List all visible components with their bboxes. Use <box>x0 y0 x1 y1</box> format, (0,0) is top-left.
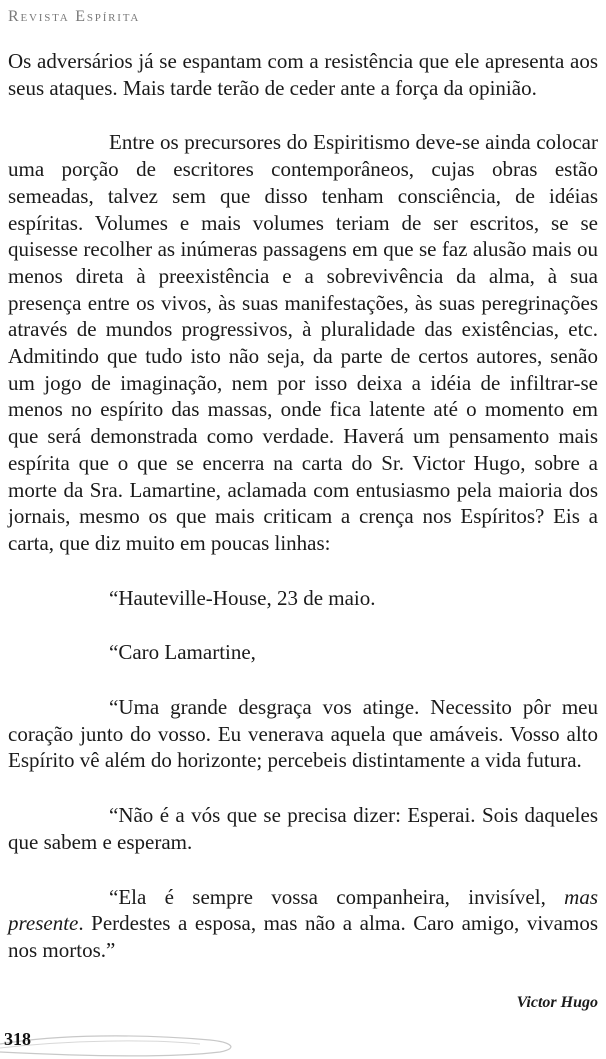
letter-paragraph-3 <box>8 884 598 964</box>
paragraph-2: Entre os precursores do Espiritismo deve-se ainda colocar uma porção de escritores contemporâneos, cujas obras estão semeadas, talvez sem que disso tenham consciência, de idéias espíritas. Volumes e mais volumes teriam de ser escritos, se se quisesse recolher as inúmeras passagens em que se faz alusão mais ou menos direta à preexistência e a sobrevivência da alma, à sua presença entre os vivos, às suas manifestações, às suas peregrinações através de mundos progressivos, à pluralidade das existências, etc. Admitindo que tudo isto não seja, da parte de certos autores, senão um jogo de imaginação, nem por isso deixa a idéia de infiltrar-se menos no espírito das massas, onde fica latente até o momento em que será demonstrada como verdade. Haverá um pensamento mais espírita que o que se encerra na carta do Sr. Victor Hugo, sobre a morte da Sra. Lamartine, aclamada com entusiasmo pela maioria dos jornais, mesmo os que mais criticam a crença nos Espíritos? Eis a carta, que diz muito em poucas linhas: <box>8 130 598 555</box>
letter-paragraph-1: “Uma grande desgraça vos atinge. Necessito pôr meu coração junto do vosso. Eu venerava aquela que amáveis. Vosso alto Espírito vê além do horizonte; percebeis distintamente a vida futura. <box>8 695 598 773</box>
running-header: Revista Espírita <box>8 8 141 25</box>
signature: Victor Hugo <box>516 994 598 1011</box>
paragraph-1: Os adversários já se espantam com a resistência que ele apresenta aos seus ataques. Mais tarde terão de ceder ante a força da opinião. <box>8 49 598 100</box>
letter-paragraph-2: “Não é a vós que se precisa dizer: Esperai. Sois daqueles que sabem e esperam. <box>8 803 598 854</box>
letter-salutation: “Caro Lamartine, <box>109 640 256 665</box>
letter-dateline: “Hauteville-House, 23 de maio. <box>109 585 376 610</box>
letter-p3-end: . Perdestes a esposa, mas não a alma. Caro amigo, vivamos nos mortos.” <box>8 911 598 962</box>
page-number: 318 <box>4 1029 31 1049</box>
page-body <box>8 48 598 964</box>
letter-p3-italic: mas presente <box>8 884 598 936</box>
letter-p3-start: “Ela é sempre vossa companheira, invisível, <box>109 884 565 909</box>
page-swoosh-ornament <box>0 1030 260 1059</box>
